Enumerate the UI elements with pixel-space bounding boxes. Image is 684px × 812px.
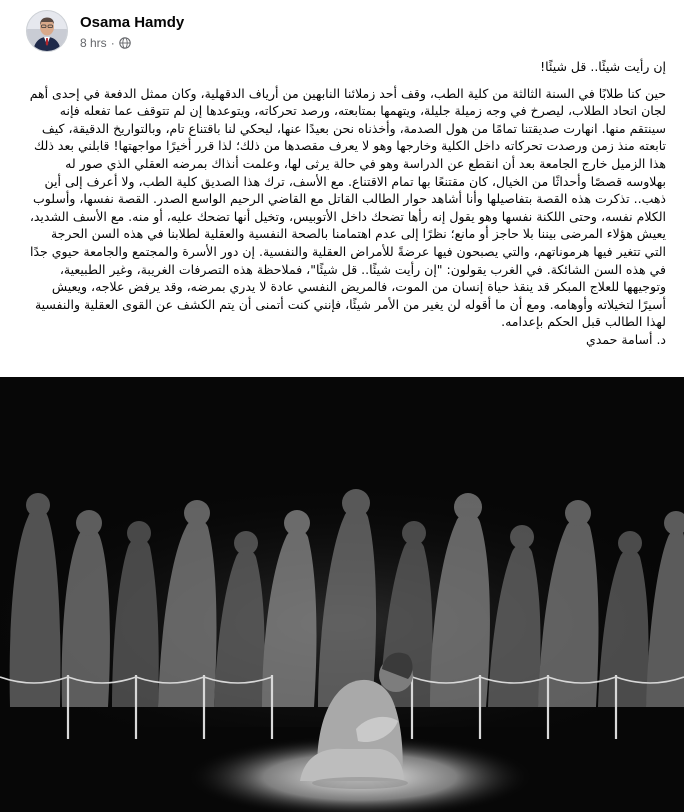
globe-icon[interactable]: [119, 37, 131, 49]
post-header: [12, 8, 672, 52]
post-text: [26, 58, 666, 349]
post-title: إن رأيت شيئًا.. قل شيئًا!: [540, 59, 666, 74]
post-image[interactable]: [0, 377, 684, 812]
post-signature: د. أسامة حمدي: [586, 331, 666, 347]
author-name[interactable]: Osama Hamdy: [80, 14, 185, 31]
illustration-image: [0, 377, 684, 812]
meta-separator: ·: [110, 36, 115, 50]
post-meta: [80, 36, 131, 50]
post-body: حين كنا طلابًا في السنة الثالثة من كلية الطب، وقف أحد زملائنا النابهين من أرياف الدقهلية، وكان ممثل الدفعة في إحدى أهم لجان اتحاد الطلاب، ليصرخ في وجه زميلة جليلة، ويتهمها بمتابعته، ورصد تحركاته، ويتوعدها إن لم تتوقف عما تفعله فإنه سينتقم منها. انهارت صديقتنا تمامًا من هول الصدمة، وأخذناه نحن بعيدًا عنها، ليحكي لنا باقتناع تام، وبالتواريخ الدقيقة، كيف تابعته منذ زمن ورصدت تحركاته داخل الكلية وخارجها وهو لا يعرف مقصدها من ذلك؛ لذا قرر أخيرًا مواجهتها! قابلني بعد ذلك هذا الزميل خارج الجامعة بعد أن انقطع عن الدراسة وهو في حالة يرثى لها، وعلمت أنذاك بمرضه العقلي الذي صور له بهلاوسه قصصًا وأحداثًا من الخيال، كان مقتنعًا بها تمام الاقتناع. مع الأسف، ترك هذا الصديق كلية الطب، ولا أعرف إلى أين ذهب.. تذكرت هذه القصة بتفاصيلها وأنا أشاهد حوار الطالب القاتل مع القاضي الرحيم الواسع الصدر. القصة نفسها، وأسلوب الكلام نفسه، وحتى اللكنة نفسها وهو يقول إنه رأها تضحك داخل الأتوبيس، وتخيل أنها تضحك عليه، أو منه. مع الأسف الشديد، يعيش هؤلاء المرضى بيننا بلا حاجز أو مانع؛ نظرًا إلى عدم اهتمامنا بالصحة النفسية والعقلية لطلابنا في هذه السن الحرجة التي تتغير فيها هرموناتهم، والتي يصبحون فيها عرضةً للأمراض العقلية والنفسية. إن دور الأسرة والمجتمع والجامعة حيوي جدًا في هذه السن الشائكة. في الغرب يقولون: "إن رأيت شيئًا.. قل شيئًا"، فملاحظة هذه التصرفات الغريبة، وغير الطبيعية، وتوجيهها للعلاج المبكر قد ينقذ حياة إنسان من الموت، فالمريض النفسي عادة لا يدري بمرضه، وقد يرفض علاجه، ويعيش أسيرًا لتخيلاته وأوهامه. ومع أن ما أقوله لن يغير من الأمر شيئًا، فإنني كنت أتمنى أن يتم الكشف عن القوى العقلية والنفسية لهذا الطالب قبل الحكم بإعدامه.: [29, 85, 666, 330]
avatar-portrait-icon: [27, 11, 67, 51]
post-time[interactable]: 8 hrs: [80, 36, 107, 50]
author-avatar[interactable]: [26, 10, 68, 52]
